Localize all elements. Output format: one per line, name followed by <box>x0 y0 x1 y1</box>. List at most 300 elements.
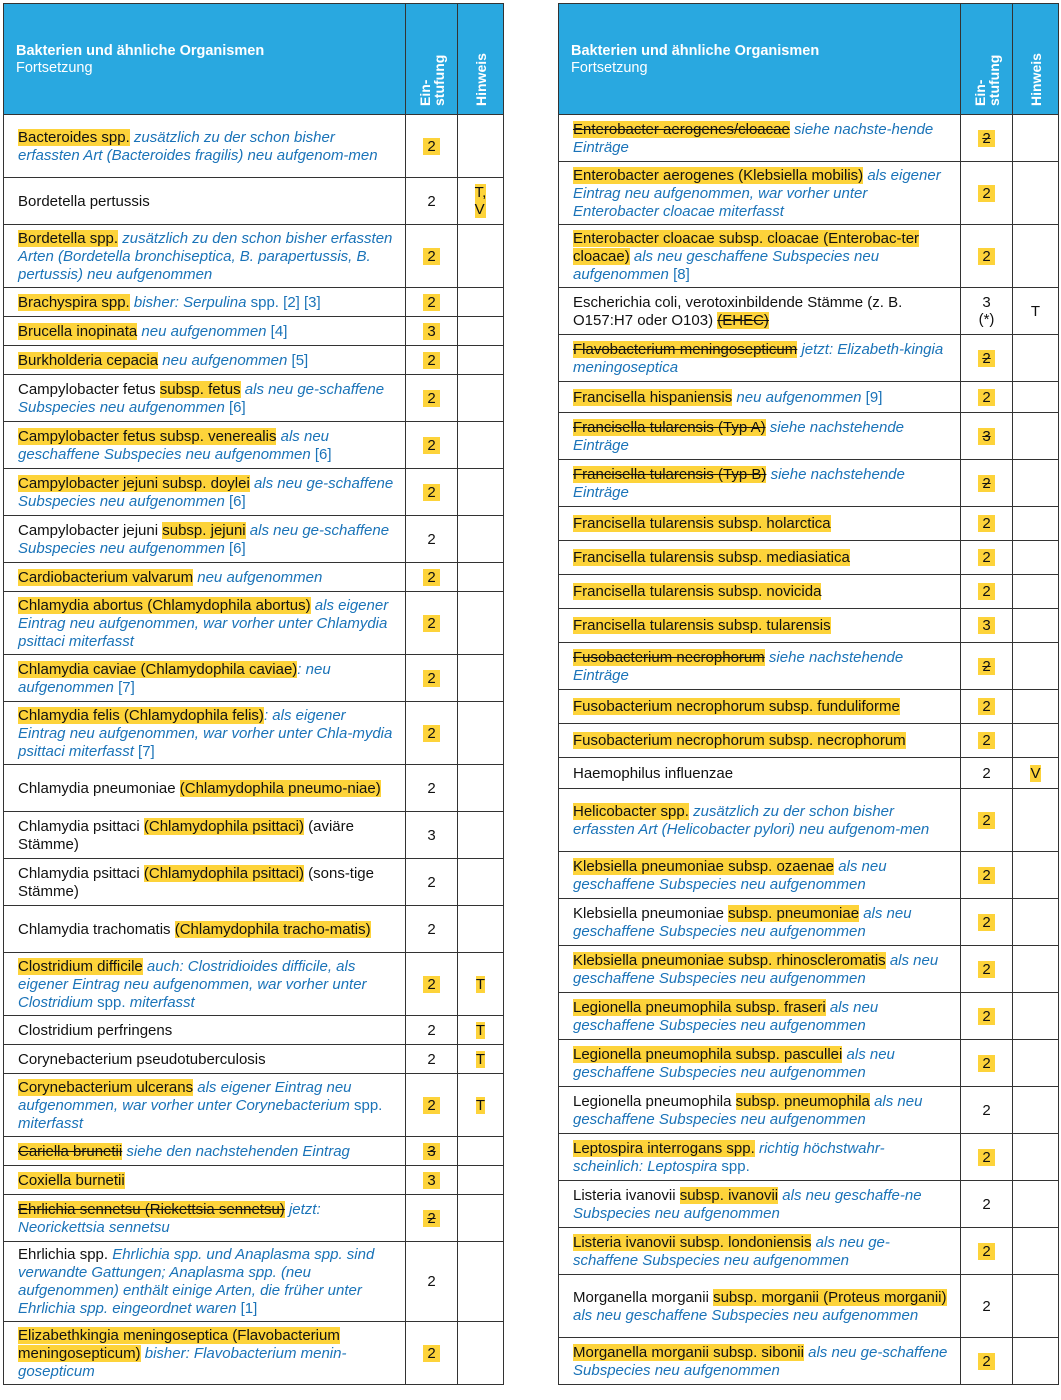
einstufung-cell <box>406 1322 458 1385</box>
table-row <box>559 413 1059 460</box>
organism-note: spp. <box>93 993 126 1011</box>
organism-note: spp. <box>717 1157 750 1175</box>
organism-name: (Chlamydophila psittaci) <box>143 864 304 882</box>
table-row <box>559 382 1059 413</box>
hinweis-cell <box>458 178 504 225</box>
organism-name: Fusobacterium necrophorum subsp. necrophorum <box>573 732 906 749</box>
einstufung-cell <box>406 346 458 375</box>
organism-name: Chlamydia pneumoniae <box>18 779 180 797</box>
table-row <box>559 460 1059 507</box>
table-row <box>4 1322 504 1385</box>
organism-cell <box>4 1045 406 1074</box>
organism-cell <box>559 1134 961 1181</box>
organism-cell <box>559 609 961 643</box>
header-einstufung-label: Ein- stufung <box>971 54 1002 106</box>
organism-note: : als eigener Eintrag neu aufgenommen, war vorher unter Chla-mydia psittaci miterfasst <box>18 706 393 760</box>
einstufung-cell <box>406 812 458 859</box>
organism-cell <box>4 1016 406 1045</box>
organism-cell <box>559 507 961 541</box>
header-einstufung <box>961 4 1013 115</box>
hinweis-value: T <box>475 1021 486 1039</box>
einstufung-value: 3 <box>423 1172 439 1189</box>
organism-cell <box>4 702 406 765</box>
einstufung-cell <box>406 592 458 655</box>
einstufung-cell <box>406 225 458 288</box>
table-row <box>4 346 504 375</box>
organism-name: Klebsiella pneumoniae subsp. ozaenae <box>573 857 835 875</box>
organism-cell <box>4 317 406 346</box>
hinweis-value: T <box>475 1096 486 1114</box>
organism-name: (aviäre Stämme) <box>18 817 354 853</box>
organism-note: [5] <box>287 351 309 369</box>
einstufung-cell <box>406 563 458 592</box>
table-row <box>559 643 1059 690</box>
table-row <box>4 225 504 288</box>
organism-name: Enterobacter aerogenes (Klebsiella mobilis) <box>573 166 864 184</box>
organism-cell <box>4 178 406 225</box>
einstufung-value: 2 <box>427 530 436 548</box>
einstufung-value: 2 <box>423 670 439 687</box>
einstufung-value: 2 <box>978 248 994 265</box>
einstufung-cell <box>961 413 1013 460</box>
table-row <box>4 1242 504 1322</box>
organism-note: jetzt: Neorickettsia sennetsu <box>18 1200 321 1236</box>
einstufung-value: 2 <box>978 961 994 978</box>
organism-cell <box>559 460 961 507</box>
organism-cell <box>559 1040 961 1087</box>
organism-note: spp. <box>349 1096 383 1114</box>
einstufung-value: 2 <box>978 350 994 367</box>
hinweis-cell <box>458 1322 504 1385</box>
hinweis-cell <box>1013 541 1059 575</box>
table-row <box>4 288 504 317</box>
organism-name: Chlamydia psittaci <box>18 864 144 882</box>
organism-name: Francisella tularensis subsp. mediasiatica <box>573 549 850 566</box>
einstufung-cell <box>961 758 1013 789</box>
organism-cell <box>4 115 406 178</box>
organism-cell <box>559 758 961 789</box>
hinweis-cell <box>1013 1087 1059 1134</box>
einstufung-value: 3 <box>978 428 994 445</box>
organism-note: neu aufgenommen <box>193 568 323 586</box>
einstufung-value: 3 <box>423 1143 439 1160</box>
organism-note: als neu ge-schaffene Subspecies neu aufgenommen <box>18 380 385 416</box>
organism-note: als neu geschaffe-ne Subspecies neu aufgenommen <box>573 1186 922 1222</box>
einstufung-value: 2 <box>978 583 994 600</box>
hinweis-cell <box>458 422 504 469</box>
organism-note: [2] [3] <box>278 293 321 311</box>
table-row <box>559 507 1059 541</box>
organism-note: als neu geschaffene Subspecies neu aufgenommen <box>573 247 880 283</box>
header-subtitle: Fortsetzung <box>16 59 93 76</box>
hinweis-cell <box>1013 115 1059 162</box>
organism-name: Escherichia coli, verotoxinbildende Stämme (z. B. O157:H7 oder O103) <box>573 293 903 329</box>
organism-cell <box>559 1181 961 1228</box>
table-row <box>559 1087 1059 1134</box>
hinweis-cell <box>458 1137 504 1166</box>
hinweis-cell <box>1013 460 1059 507</box>
hinweis-cell <box>1013 1134 1059 1181</box>
header-title: Bakterien und ähnliche Organismen <box>16 42 265 59</box>
organism-note: als eigener Eintrag neu aufgenommen, war vorher unter Enterobacter cloacae miterfasst <box>573 166 941 220</box>
table-row <box>4 115 504 178</box>
hinweis-cell <box>458 859 504 906</box>
einstufung-cell <box>406 1137 458 1166</box>
table-row <box>559 1134 1059 1181</box>
einstufung-cell <box>961 541 1013 575</box>
einstufung-cell <box>406 953 458 1016</box>
hinweis-cell <box>1013 288 1059 335</box>
organism-cell <box>4 906 406 953</box>
organism-cell <box>4 953 406 1016</box>
hinweis-cell <box>458 812 504 859</box>
header-title: Bakterien und ähnliche Organismen <box>571 42 820 59</box>
einstufung-cell <box>961 1087 1013 1134</box>
organism-name: Clostridium difficile <box>18 957 143 975</box>
table-row <box>4 765 504 812</box>
organism-name: Enterobacter cloacae subsp. cloacae (Enterobac-ter cloacae) <box>573 229 920 265</box>
organism-note: neu aufgenommen <box>137 322 267 340</box>
einstufung-value: 2 <box>423 294 439 311</box>
hinweis-cell <box>458 375 504 422</box>
organism-name: Fusobacterium necrophorum subsp. funduliforme <box>573 698 900 715</box>
organism-note: [6] <box>224 398 246 416</box>
einstufung-cell <box>961 1275 1013 1338</box>
organism-name: subsp. jejuni <box>162 521 246 539</box>
organism-name: Campylobacter jejuni <box>18 521 163 539</box>
organism-name: Corynebacterium pseudotuberculosis <box>18 1050 266 1068</box>
hinweis-cell <box>458 1166 504 1195</box>
organism-cell <box>559 225 961 288</box>
einstufung-cell <box>406 115 458 178</box>
header-hinweis <box>1013 4 1059 115</box>
header-einstufung-label: Ein- stufung <box>416 54 447 106</box>
einstufung-value: 2 <box>427 1050 436 1068</box>
table-row <box>4 702 504 765</box>
einstufung-cell <box>406 422 458 469</box>
table-row <box>4 592 504 655</box>
hinweis-cell <box>1013 507 1059 541</box>
einstufung-value: 3 <box>978 617 994 634</box>
organism-note: zusätzlich zu der schon bisher erfassten Art (Bacteroides fragilis) neu aufgenom-men <box>18 128 378 164</box>
hinweis-cell <box>1013 1228 1059 1275</box>
einstufung-value: 2 <box>978 515 994 532</box>
table-row <box>4 1195 504 1242</box>
organism-name: Bordetella spp. <box>18 229 119 247</box>
organism-name: Morganella morganii subsp. sibonii <box>573 1343 804 1361</box>
hinweis-cell <box>458 317 504 346</box>
organism-cell <box>4 765 406 812</box>
table-row <box>559 946 1059 993</box>
einstufung-cell <box>961 789 1013 852</box>
einstufung-value: 2 <box>978 185 994 202</box>
organism-note: miterfasst <box>125 993 195 1011</box>
hinweis-cell <box>1013 789 1059 852</box>
organism-note: siehe den nachstehenden Eintrag <box>122 1142 350 1160</box>
organism-name: (sons-tige Stämme) <box>18 864 374 900</box>
organism-cell <box>559 1228 961 1275</box>
hinweis-cell <box>458 346 504 375</box>
hinweis-value: T <box>1030 302 1041 320</box>
table-row <box>559 288 1059 335</box>
einstufung-cell <box>961 899 1013 946</box>
einstufung-value: 2 <box>978 1008 994 1025</box>
einstufung-value: 2 <box>423 725 439 742</box>
organism-cell <box>559 946 961 993</box>
organism-note: bisher: Serpulina <box>129 293 247 311</box>
organism-cell <box>559 335 961 382</box>
einstufung-value: 2 <box>978 389 994 406</box>
organism-note: als neu geschaffene Subspecies neu aufgenommen <box>573 951 939 987</box>
einstufung-value: 2 <box>423 1210 439 1227</box>
hinweis-cell <box>458 1016 504 1045</box>
organism-cell <box>559 690 961 724</box>
organism-name: Brachyspira spp. <box>18 293 130 311</box>
einstufung-value: 2 <box>423 976 439 993</box>
organism-cell <box>4 563 406 592</box>
einstufung-value: 2 <box>978 658 994 675</box>
organism-cell <box>559 382 961 413</box>
organism-name: Klebsiella pneumoniae subsp. rhinoscleromatis <box>573 951 886 969</box>
organism-name: Brucella inopinata <box>18 322 138 340</box>
organism-note: als neu ge-schaffene Subspecies neu aufgenommen <box>18 474 394 510</box>
organism-cell <box>4 346 406 375</box>
einstufung-cell <box>961 946 1013 993</box>
hinweis-cell <box>1013 946 1059 993</box>
einstufung-value: 2 <box>978 914 994 931</box>
organism-cell <box>4 1137 406 1166</box>
organism-cell <box>559 852 961 899</box>
einstufung-cell <box>406 859 458 906</box>
einstufung-cell <box>406 1074 458 1137</box>
organism-note: : neu aufgenommen <box>18 660 331 696</box>
organism-cell <box>4 1166 406 1195</box>
hinweis-cell <box>458 906 504 953</box>
einstufung-value: 2 <box>423 1097 439 1114</box>
table-row <box>559 899 1059 946</box>
organism-cell <box>4 288 406 317</box>
organism-note: als neu geschaffene Subspecies neu aufgenommen <box>573 904 912 940</box>
organism-name: Chlamydia caviae (Chlamydophila caviae) <box>18 660 298 678</box>
organism-name: Campylobacter fetus subsp. venerealis <box>18 427 277 445</box>
organism-name: (Chlamydophila pneumo-niae) <box>179 779 381 797</box>
organism-name: Ehrlichia spp. <box>18 1246 109 1263</box>
organism-name: Chlamydia felis (Chlamydophila felis) <box>18 706 264 724</box>
organism-cell <box>559 1275 961 1338</box>
organism-cell <box>559 541 961 575</box>
organism-note: bisher: Flavobacterium menin-gosepticum <box>18 1344 347 1380</box>
einstufung-value: 2 <box>978 475 994 492</box>
organism-note: siehe nachstehende Einträge <box>573 648 904 684</box>
organism-name: subsp. ivanovii <box>679 1186 779 1204</box>
organism-name: Fusobacterium necrophorum <box>573 648 765 666</box>
organism-note: als neu ge-schaffene Subspecies neu aufgenommen <box>573 1343 948 1379</box>
einstufung-cell <box>406 469 458 516</box>
hinweis-cell <box>458 702 504 765</box>
hinweis-cell <box>1013 413 1059 460</box>
einstufung-value: 2 <box>978 1149 994 1166</box>
einstufung-value: 2 <box>978 867 994 884</box>
einstufung-value: 2 <box>978 549 994 566</box>
table-row <box>4 1074 504 1137</box>
organism-note: als neu geschaffene Subspecies neu aufgenommen <box>573 857 887 893</box>
organism-name: Cariella brunetii <box>18 1142 123 1160</box>
organism-name: Chlamydia psittaci <box>18 817 144 835</box>
organism-cell <box>4 655 406 702</box>
hinweis-cell <box>1013 899 1059 946</box>
hinweis-cell <box>1013 1181 1059 1228</box>
hinweis-cell <box>1013 162 1059 225</box>
hinweis-cell <box>1013 724 1059 758</box>
einstufung-cell <box>961 690 1013 724</box>
organism-cell <box>4 225 406 288</box>
einstufung-value: 2 <box>978 1353 994 1370</box>
table-row <box>4 469 504 516</box>
einstufung-cell <box>961 993 1013 1040</box>
table-row <box>559 690 1059 724</box>
table-row <box>559 162 1059 225</box>
organism-name: Clostridium perfringens <box>18 1021 173 1039</box>
einstufung-value: 2 <box>978 698 994 715</box>
table-row <box>559 1228 1059 1275</box>
einstufung-cell <box>406 765 458 812</box>
organism-note: [4] <box>266 322 288 340</box>
organism-name: Legionella pneumophila subsp. pascullei <box>573 1045 843 1063</box>
organism-cell <box>4 812 406 859</box>
organism-note: siehe nachste-hende Einträge <box>573 120 934 156</box>
einstufung-value: 2 <box>427 873 436 891</box>
organism-name: (Chlamydophila tracho-matis) <box>174 920 371 938</box>
organism-note: [6] <box>224 492 246 510</box>
header-title-cell <box>559 4 961 115</box>
einstufung-cell <box>406 288 458 317</box>
einstufung-cell <box>406 655 458 702</box>
organism-note: als eigener Eintrag neu aufgenommen, war vorher unter Chlamydia psittaci miterfasst <box>18 596 389 650</box>
table-row <box>559 115 1059 162</box>
hinweis-cell <box>1013 225 1059 288</box>
organism-name: Cardiobacterium valvarum <box>18 568 194 586</box>
organism-name: Leptospira interrogans spp. <box>573 1139 755 1157</box>
right-table <box>558 3 1059 1385</box>
hinweis-cell <box>458 953 504 1016</box>
hinweis-cell <box>1013 758 1059 789</box>
einstufung-value: 2 <box>423 484 439 501</box>
hinweis-cell <box>1013 643 1059 690</box>
organism-cell <box>559 899 961 946</box>
header-hinweis-label: Hinweis <box>472 53 489 106</box>
einstufung-value: 2 <box>427 779 436 797</box>
einstufung-cell <box>961 1228 1013 1275</box>
einstufung-cell <box>961 288 1013 335</box>
einstufung-value: 2 <box>978 812 994 829</box>
einstufung-cell <box>961 382 1013 413</box>
organism-note: als eigener Eintrag neu aufgenommen, war vorher unter Corynebacterium <box>18 1078 352 1114</box>
organism-name: Morganella morganii <box>573 1288 714 1306</box>
table-row <box>559 1040 1059 1087</box>
einstufung-value: 2 <box>427 920 436 938</box>
organism-note: siehe nachstehende Einträge <box>573 418 905 454</box>
organism-note: richtig höchstwahr-scheinlich: Leptospira <box>573 1139 885 1175</box>
organism-name: (Chlamydophila psittaci) <box>143 817 304 835</box>
table-row <box>4 422 504 469</box>
organism-name: Francisella tularensis (Typ B) <box>573 465 767 483</box>
table-header <box>559 4 1059 115</box>
table-row <box>4 953 504 1016</box>
organism-note: [1] <box>236 1300 258 1317</box>
einstufung-cell <box>406 317 458 346</box>
einstufung-value: 2 <box>982 764 991 782</box>
organism-note: [7] <box>113 678 135 696</box>
organism-note: jetzt: Elizabeth-kingia meningoseptica <box>573 340 944 376</box>
table-row <box>559 993 1059 1040</box>
einstufung-cell <box>961 643 1013 690</box>
organism-name: Listeria ivanovii subsp. londoniensis <box>573 1233 812 1251</box>
einstufung-value: 2 <box>423 1345 439 1362</box>
organism-name: Corynebacterium ulcerans <box>18 1078 194 1096</box>
table-row <box>559 724 1059 758</box>
organism-name: Enterobacter aerogenes/cloacae <box>573 120 790 138</box>
hinweis-cell <box>1013 335 1059 382</box>
organism-cell <box>4 422 406 469</box>
einstufung-value: 2 <box>982 1101 991 1119</box>
organism-name: Flavobacterium meningosepticum <box>573 340 798 358</box>
table-row <box>4 1166 504 1195</box>
table-row <box>559 1181 1059 1228</box>
table-row <box>559 852 1059 899</box>
organism-note: neu aufgenommen <box>158 351 288 369</box>
einstufung-cell <box>961 460 1013 507</box>
header-hinweis-label: Hinweis <box>1027 53 1044 106</box>
header-einstufung <box>406 4 458 115</box>
organism-name: Francisella tularensis subsp. holarctica <box>573 515 831 532</box>
hinweis-cell <box>1013 1040 1059 1087</box>
organism-name: Francisella hispaniensis <box>573 388 733 406</box>
organism-name: Coxiella burnetii <box>18 1171 125 1189</box>
organism-name: Listeria ivanovii <box>573 1186 680 1204</box>
organism-name: Klebsiella pneumoniae <box>573 904 729 922</box>
hinweis-cell <box>1013 382 1059 413</box>
organism-name: Campylobacter fetus <box>18 380 160 398</box>
organism-name: Francisella tularensis (Typ A) <box>573 418 766 436</box>
einstufung-cell <box>961 724 1013 758</box>
organism-name: Haemophilus influenzae <box>573 764 734 782</box>
hinweis-value: T, V <box>474 184 487 218</box>
organism-note: als neu ge-schaffene Subspecies neu aufgenommen <box>573 1233 890 1269</box>
organism-cell <box>4 1074 406 1137</box>
hinweis-cell <box>1013 993 1059 1040</box>
einstufung-value: 2 <box>978 1243 994 1260</box>
organism-cell <box>4 859 406 906</box>
einstufung-cell <box>406 375 458 422</box>
header-hinweis <box>458 4 504 115</box>
table-row <box>4 317 504 346</box>
table-row <box>559 609 1059 643</box>
organism-cell <box>559 1338 961 1385</box>
organism-note: als neu geschaffene Subspecies neu aufgenommen <box>573 998 879 1034</box>
hinweis-cell <box>1013 690 1059 724</box>
einstufung-cell <box>406 516 458 563</box>
organism-name: Campylobacter jejuni subsp. doylei <box>18 474 250 492</box>
organism-name: Helicobacter spp. <box>573 802 689 820</box>
einstufung-cell <box>406 702 458 765</box>
hinweis-cell <box>1013 575 1059 609</box>
einstufung-cell <box>961 507 1013 541</box>
table-row <box>4 375 504 422</box>
hinweis-cell <box>458 1074 504 1137</box>
einstufung-value: 2 <box>423 569 439 586</box>
einstufung-value: 2 <box>982 1195 991 1213</box>
hinweis-cell <box>458 1242 504 1322</box>
